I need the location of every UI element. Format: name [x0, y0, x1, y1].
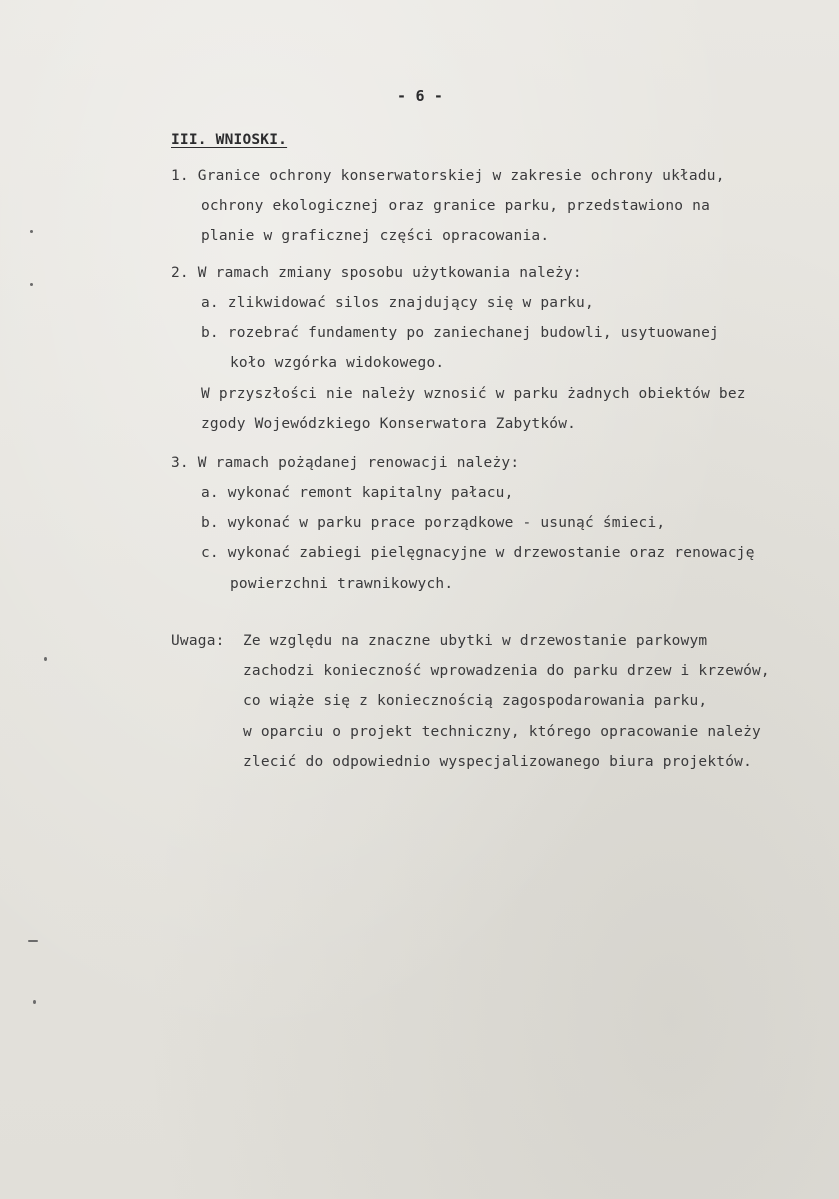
- item-3-intro: 3. W ramach pożądanej renowacji należy:: [171, 455, 520, 471]
- item-3-c-line-2: powierzchni trawnikowych.: [230, 576, 454, 592]
- uwaga-line-5: zlecić do odpowiednio wyspecjalizowanego biura projektów.: [243, 754, 752, 770]
- item-2-a: a. zlikwidować silos znajdujący się w parku,: [201, 295, 594, 311]
- uwaga-line-2: zachodzi konieczność wprowadzenia do parku drzew i krzewów,: [243, 663, 770, 679]
- binding-mark: [30, 230, 33, 233]
- item-1-line-2: ochrony ekologicznej oraz granice parku, przedstawiono na: [201, 198, 710, 214]
- item-3-a: a. wykonać remont kapitalny pałacu,: [201, 485, 514, 501]
- item-1-line-1: 1. Granice ochrony konserwatorskiej w zakresie ochrony układu,: [171, 168, 725, 184]
- binding-mark: [30, 283, 33, 286]
- item-2-note-line-1: W przyszłości nie należy wznosić w parku żadnych obiektów bez: [201, 386, 746, 402]
- uwaga-line-1: Ze względu na znaczne ubytki w drzewostanie parkowym: [243, 633, 708, 649]
- item-2-intro: 2. W ramach zmiany sposobu użytkowania należy:: [171, 265, 582, 281]
- uwaga-label: Uwaga:: [171, 633, 225, 649]
- item-3-c-line-1: c. wykonać zabiegi pielęgnacyjne w drzewostanie oraz renowację: [201, 545, 755, 561]
- binding-mark: [28, 940, 38, 942]
- binding-mark: [44, 657, 47, 661]
- item-3-b: b. wykonać w parku prace porządkowe - usunąć śmieci,: [201, 515, 666, 531]
- item-2-note-line-2: zgody Wojewódzkiego Konserwatora Zabytków.: [201, 416, 577, 432]
- uwaga-line-4: w oparciu o projekt techniczny, którego opracowanie należy: [243, 724, 761, 740]
- item-2-b-line-1: b. rozebrać fundamenty po zaniechanej budowli, usytuowanej: [201, 325, 719, 341]
- item-2-b-line-2: koło wzgórka widokowego.: [230, 355, 445, 371]
- item-1-line-3: planie w graficznej części opracowania.: [201, 228, 550, 244]
- binding-mark: [33, 1000, 36, 1004]
- page-number: - 6 -: [397, 87, 444, 105]
- section-heading: III. WNIOSKI.: [171, 132, 288, 148]
- uwaga-line-3: co wiąże się z koniecznością zagospodarowania parku,: [243, 693, 708, 709]
